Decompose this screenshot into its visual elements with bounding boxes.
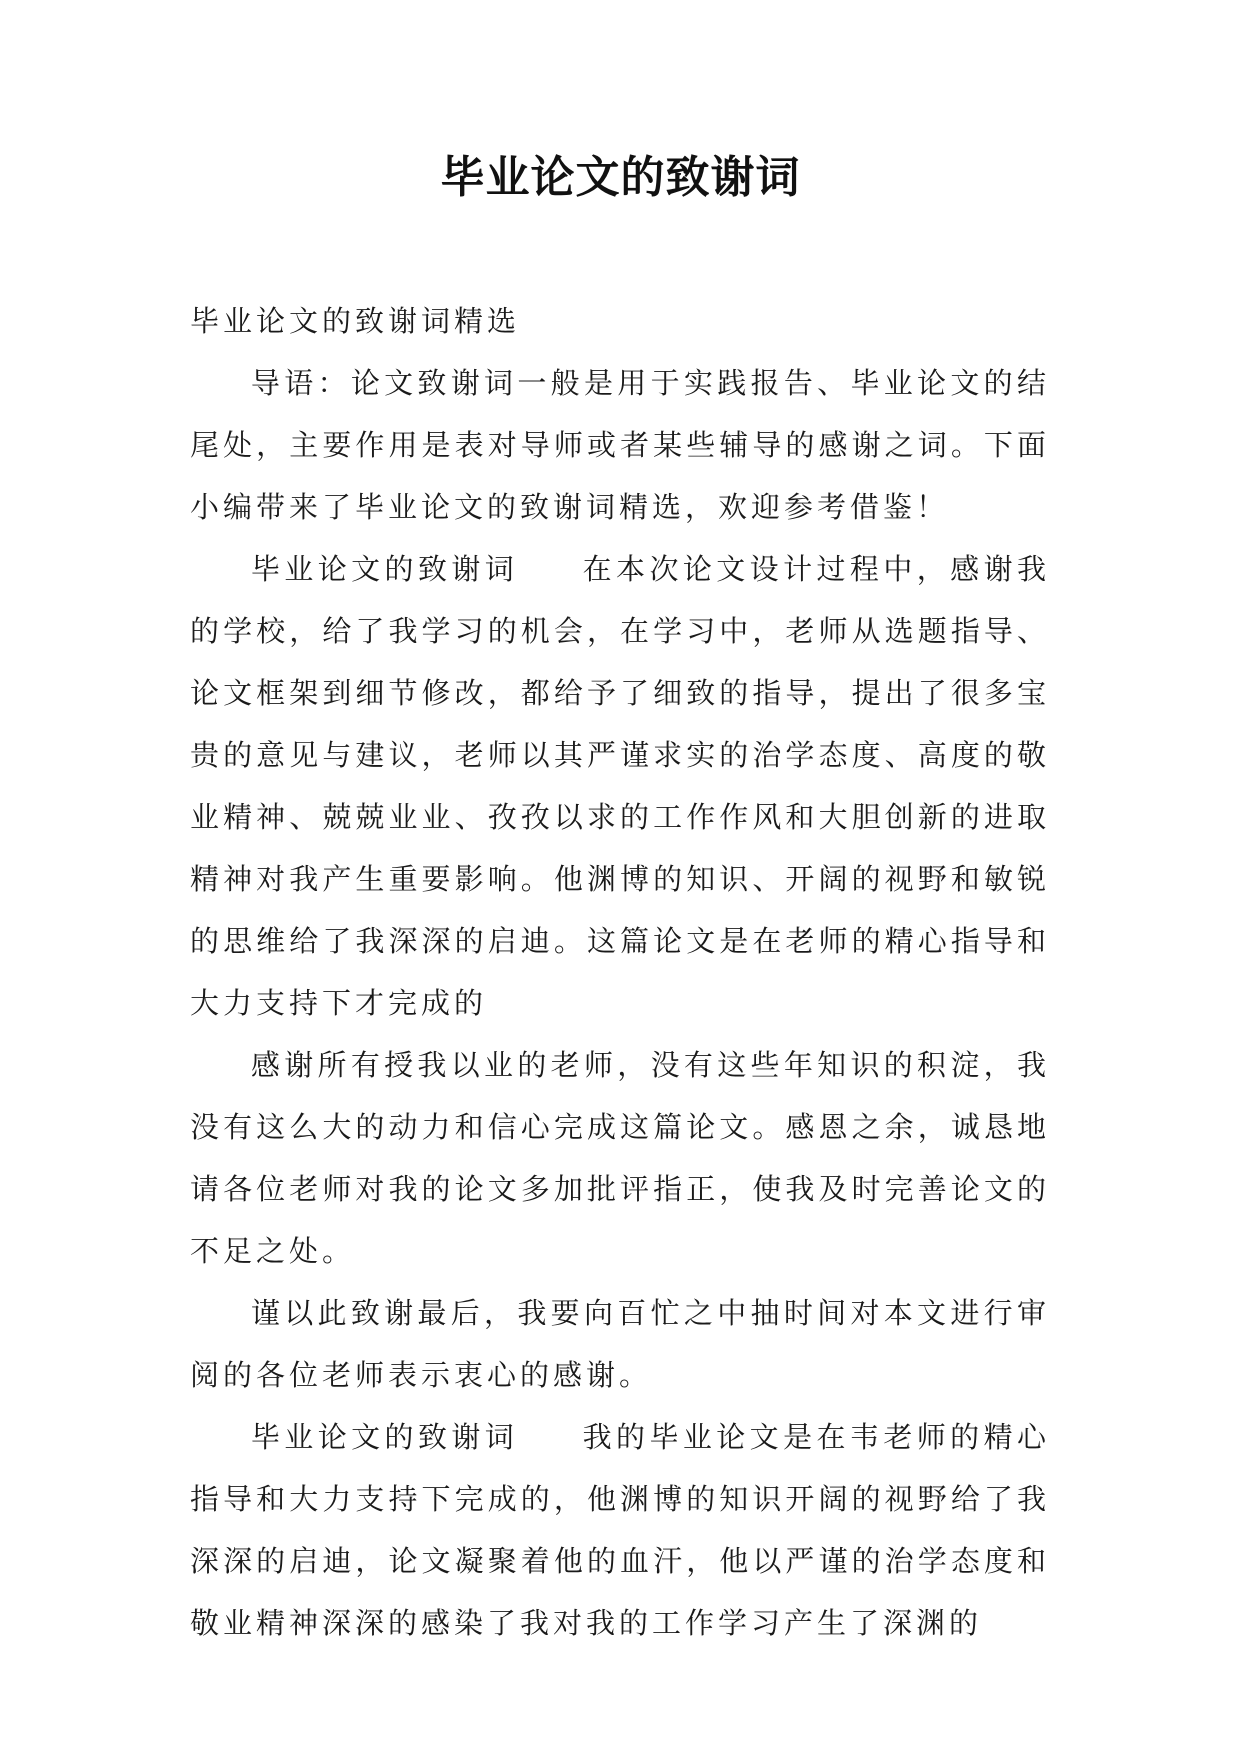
document-subtitle: 毕业论文的致谢词精选 [190,304,521,338]
section-2-heading: 毕业论文的致谢词 [250,1420,519,1454]
section-1-heading: 毕业论文的致谢词 [250,552,519,586]
section-2-text: 我的毕业论文是在韦老师的精心指导和大力支持下完成的，他渊博的知识开阔的视野给了我深深的启迪，论文凝聚着他的血汗，他以严谨的治学态度和敬业精神深深的感染了我对我的工作学习产生了深渊的 [190,1420,1050,1640]
document-title: 毕业论文的致谢词 [440,152,801,203]
section-2-paragraph [190,1406,1050,1654]
thanks-teachers-paragraph: 感谢所有授我以业的老师，没有这些年知识的积淀，我没有这么大的动力和信心完成这篇论文。感恩之余，诚恳地请各位老师对我的论文多加批评指正，使我及时完善论文的不足之处。 [190,1048,1050,1268]
document-body [190,290,1050,1654]
closing-thanks-paragraph: 谨以此致谢最后，我要向百忙之中抽时间对本文进行审阅的各位老师表示衷心的感谢。 [190,1296,1050,1392]
intro-paragraph: 导语：论文致谢词一般是用于实践报告、毕业论文的结尾处，主要作用是表对导师或者某些辅导的感谢之词。下面小编带来了毕业论文的致谢词精选，欢迎参考借鉴！ [190,366,1050,524]
section-1-paragraph [190,538,1050,1034]
section-1-text: 在本次论文设计过程中，感谢我的学校，给了我学习的机会，在学习中，老师从选题指导、论文框架到细节修改，都给予了细致的指导，提出了很多宝贵的意见与建议，老师以其严谨求实的治学态度、高度的敬业精神、兢兢业业、孜孜以求的工作作风和大胆创新的进取精神对我产生重要影响。他渊博的知识、开阔的视野和敏锐的思维给了我深深的启迪。这篇论文是在老师的精心指导和大力支持下才完成的 [190,552,1050,1020]
